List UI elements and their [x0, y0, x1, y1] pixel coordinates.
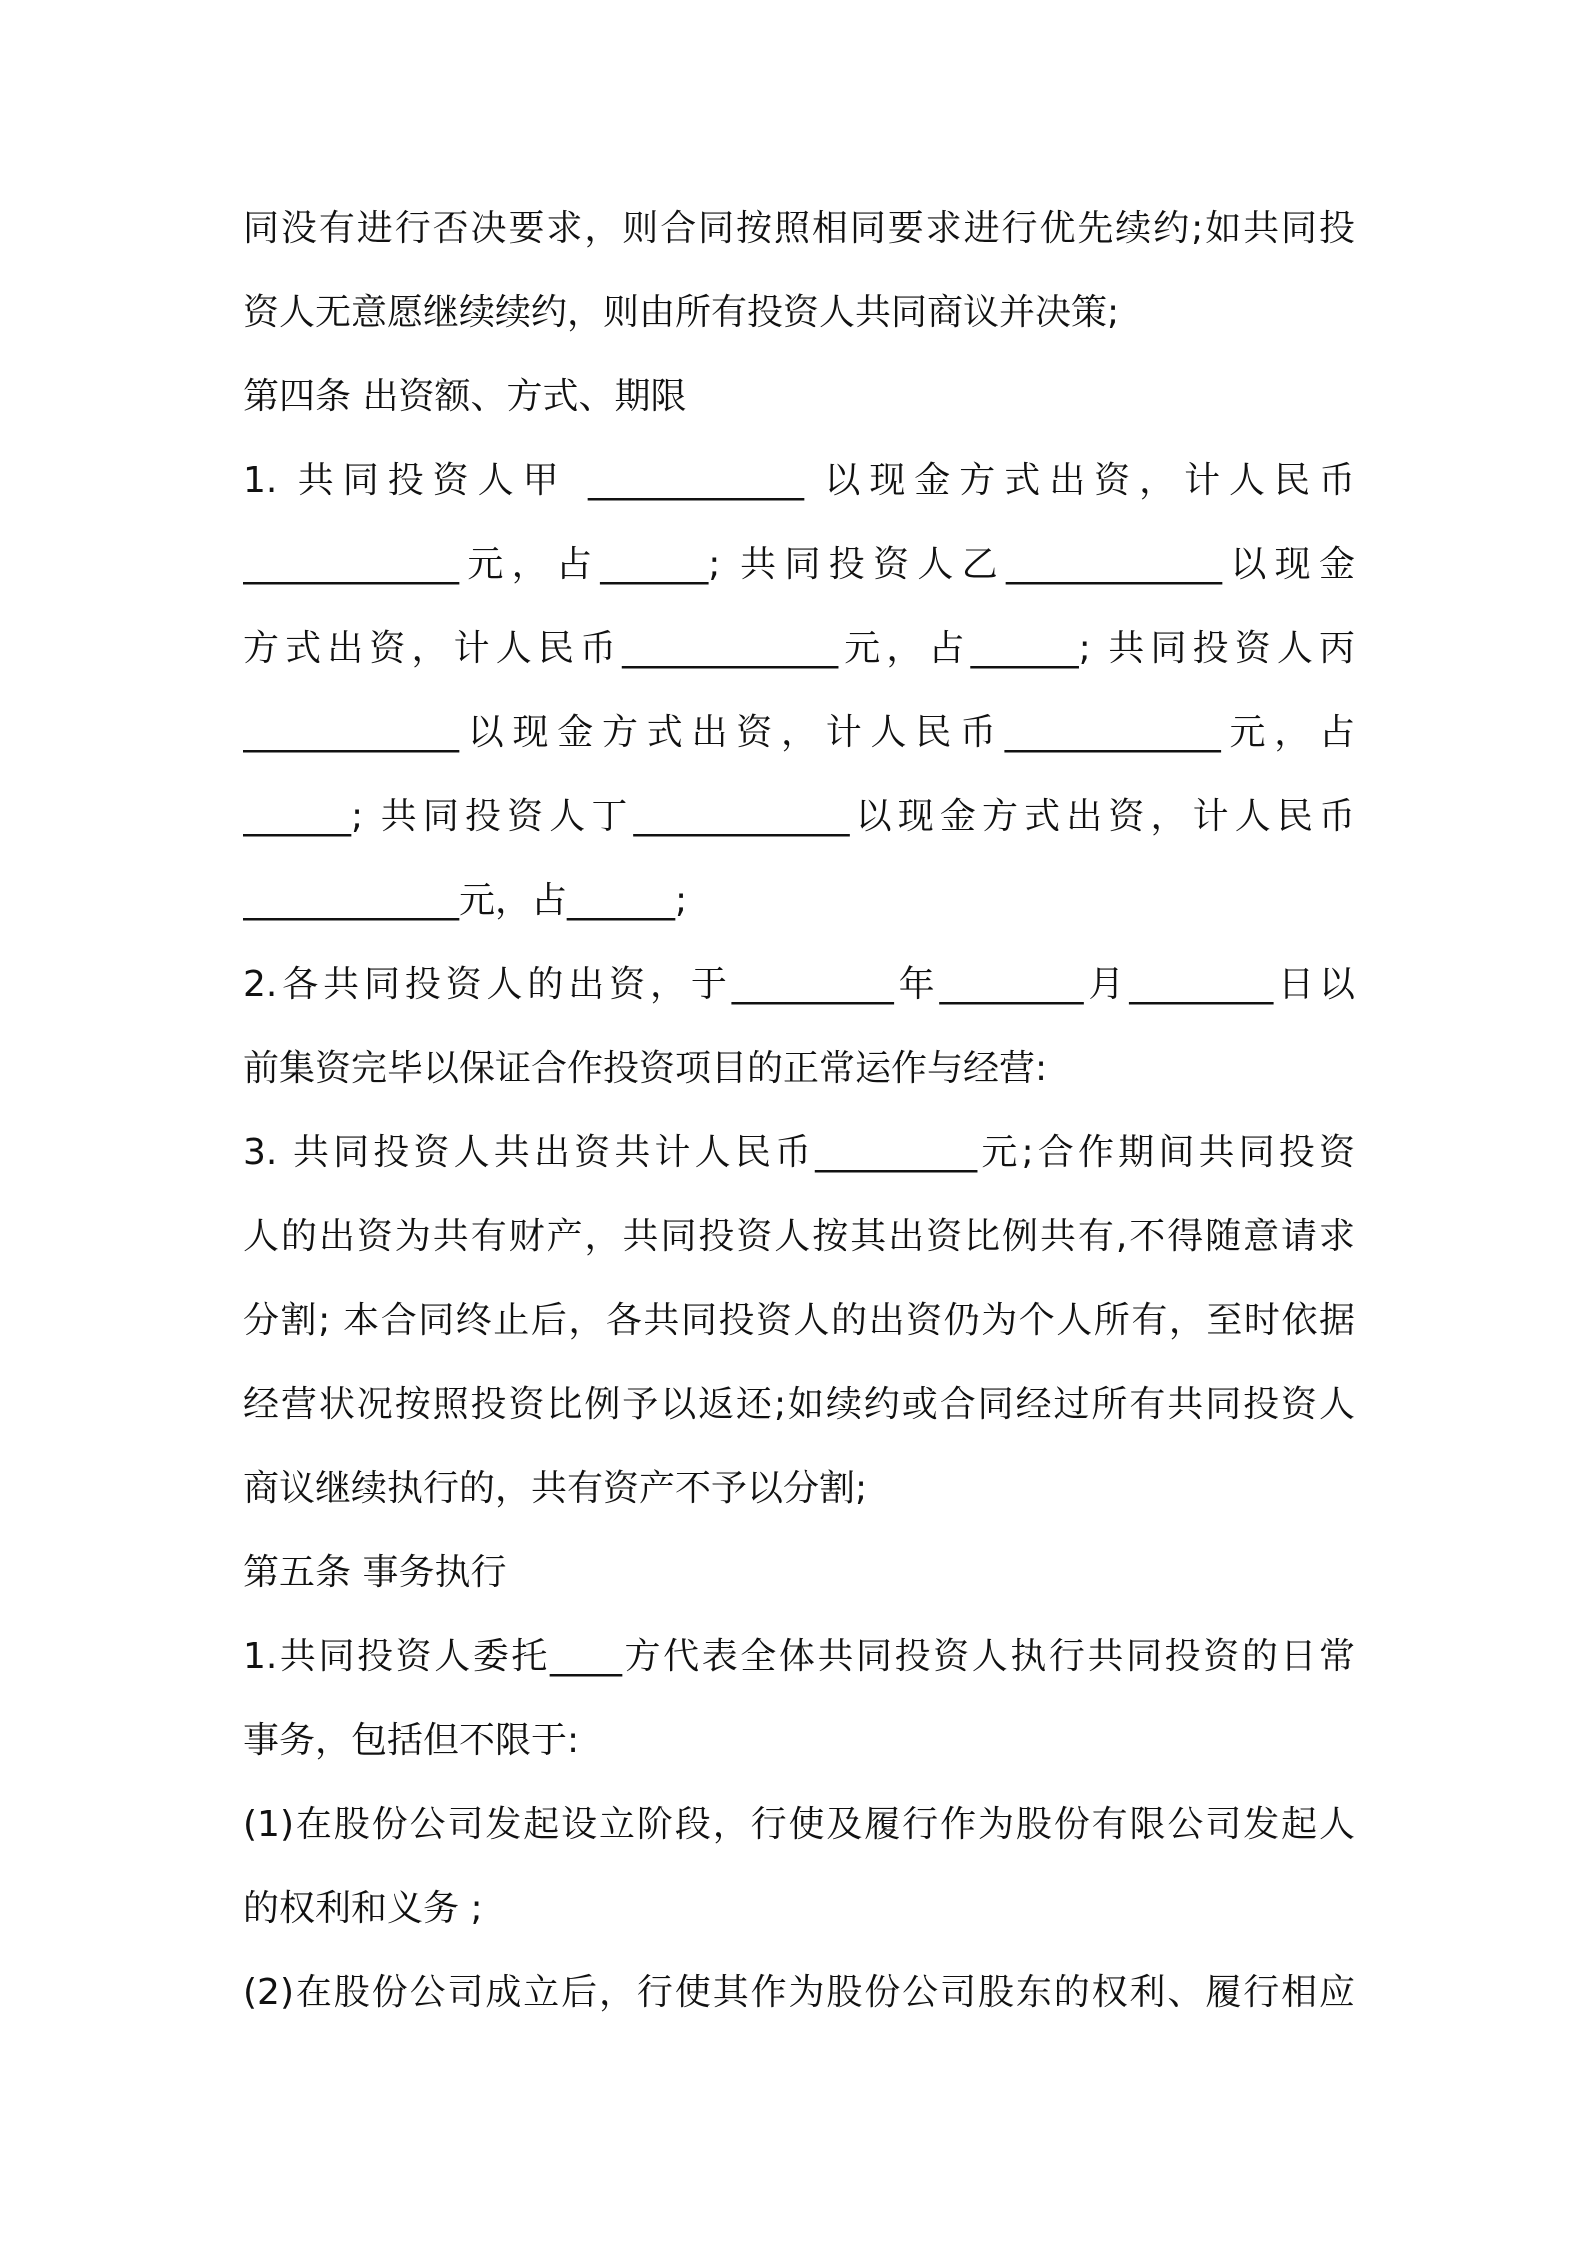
text-line: 3. 共同投资人共出资共计人民币_________元;合作期间共同投资 [243, 1132, 1355, 1173]
text-line: 1. 共同投资人甲 ____________ 以现金方式出资，计人民币 [243, 460, 1355, 501]
text-line: 前集资完毕以保证合作投资项目的正常运作与经营: [243, 1048, 1048, 1089]
section-heading: 第五条 事务执行 [243, 1552, 507, 1593]
text-line: ____________元，占______; 共同投资人乙____________以现金 [243, 544, 1355, 585]
text-line: 资人无意愿继续续约，则由所有投资人共同商议并决策; [243, 292, 1120, 333]
text-line: 经营状况按照投资比例予以返还;如续约或合同经过所有共同投资人 [243, 1384, 1355, 1425]
text-line: 人的出资为共有财产，共同投资人按其出资比例共有,不得随意请求 [243, 1216, 1355, 1257]
section-heading: 第四条 出资额、方式、期限 [243, 376, 687, 417]
text-line: 方式出资，计人民币____________元，占______; 共同投资人丙 [243, 628, 1355, 669]
text-line: 2.各共同投资人的出资，于_________年________月________日以 [243, 964, 1355, 1005]
text-line: 同没有进行否决要求，则合同按照相同要求进行优先续约;如共同投 [243, 208, 1355, 249]
text-line: (2)在股份公司成立后，行使其作为股份公司股东的权利、履行相应 [243, 1972, 1355, 2013]
text-line: ____________元，占______; [243, 880, 688, 921]
text-line: ____________以现金方式出资，计人民币____________元，占 [243, 712, 1355, 753]
text-line: 商议继续执行的，共有资产不予以分割; [243, 1468, 868, 1509]
text-line: 的权利和义务 ; [243, 1888, 483, 1929]
text-line: 1.共同投资人委托____方代表全体共同投资人执行共同投资的日常 [243, 1636, 1355, 1677]
text-line: 事务，包括但不限于: [243, 1720, 580, 1761]
text-line: ______; 共同投资人丁____________以现金方式出资，计人民币 [243, 796, 1355, 837]
text-line: (1)在股份公司发起设立阶段，行使及履行作为股份有限公司发起人 [243, 1804, 1355, 1845]
text-line: 分割; 本合同终止后，各共同投资人的出资仍为个人所有，至时依据 [243, 1300, 1355, 1341]
